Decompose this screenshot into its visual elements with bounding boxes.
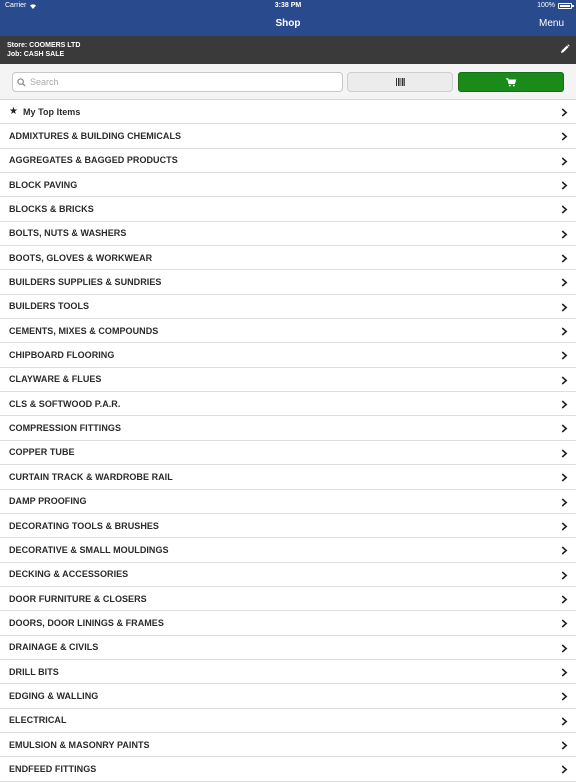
list-item[interactable] xyxy=(0,197,576,221)
battery-percent: 100% xyxy=(537,2,555,9)
menu-button[interactable]: Menu xyxy=(538,18,564,29)
chevron-right-icon xyxy=(561,498,568,507)
chevron-right-icon xyxy=(561,157,568,166)
list-item[interactable] xyxy=(0,441,576,465)
list-item[interactable] xyxy=(0,636,576,660)
chevron-right-icon xyxy=(561,765,568,774)
status-bar xyxy=(0,0,576,12)
list-item-label: DECORATIVE & SMALL MOULDINGS xyxy=(9,544,169,555)
list-item-label: CLS & SOFTWOOD P.A.R. xyxy=(9,398,121,409)
chevron-right-icon xyxy=(561,181,568,190)
battery xyxy=(537,2,572,9)
chevron-right-icon xyxy=(561,108,568,117)
search-input[interactable] xyxy=(26,77,342,87)
chevron-right-icon xyxy=(561,644,568,653)
carrier-label: Carrier xyxy=(5,2,27,9)
list-item[interactable] xyxy=(0,343,576,367)
chevron-right-icon xyxy=(561,424,568,433)
list-item-label: BOLTS, NUTS & WASHERS xyxy=(9,228,127,239)
list-item-label: DOOR FURNITURE & CLOSERS xyxy=(9,593,147,604)
barcode-icon xyxy=(396,78,405,86)
chevron-right-icon xyxy=(561,717,568,726)
list-item-label: DRILL BITS xyxy=(9,666,59,677)
store-info-bar xyxy=(0,36,576,64)
list-item[interactable] xyxy=(0,465,576,489)
chevron-right-icon xyxy=(561,254,568,263)
list-item[interactable] xyxy=(0,709,576,733)
list-item-label: DECORATING TOOLS & BRUSHES xyxy=(9,520,159,531)
chevron-right-icon xyxy=(561,303,568,312)
search-box[interactable] xyxy=(12,72,343,92)
chevron-right-icon xyxy=(561,449,568,458)
list-item-label: COPPER TUBE xyxy=(9,447,75,458)
list-item[interactable] xyxy=(0,416,576,440)
list-item[interactable] xyxy=(0,757,576,781)
list-item[interactable] xyxy=(0,490,576,514)
list-item-label: DRAINAGE & CIVILS xyxy=(9,642,99,653)
list-item-label: CHIPBOARD FLOORING xyxy=(9,350,115,361)
list-item-my-top-items[interactable] xyxy=(0,100,576,124)
chevron-right-icon xyxy=(561,473,568,482)
list-item-label: BOOTS, GLOVES & WORKWEAR xyxy=(9,252,153,263)
list-item[interactable] xyxy=(0,514,576,538)
chevron-right-icon xyxy=(561,327,568,336)
nav-bar xyxy=(0,12,576,36)
list-item[interactable] xyxy=(0,149,576,173)
page-title: Shop xyxy=(275,18,301,29)
search-icon xyxy=(17,78,26,87)
cart-button[interactable] xyxy=(458,72,564,92)
list-item-label: ADMIXTURES & BUILDING CHEMICALS xyxy=(9,131,182,142)
list-item[interactable] xyxy=(0,295,576,319)
list-item[interactable] xyxy=(0,611,576,635)
list-item-label: AGGREGATES & BAGGED PRODUCTS xyxy=(9,155,178,166)
chevron-right-icon xyxy=(561,668,568,677)
list-item-label: DECKING & ACCESSORIES xyxy=(9,569,129,580)
list-item-label: DAMP PROOFING xyxy=(9,496,87,507)
list-item-label: EDGING & WALLING xyxy=(9,690,99,701)
chevron-right-icon xyxy=(561,741,568,750)
list-item[interactable] xyxy=(0,368,576,392)
list-item[interactable] xyxy=(0,173,576,197)
list-item[interactable] xyxy=(0,538,576,562)
chevron-right-icon xyxy=(561,692,568,701)
list-item-label: CEMENTS, MIXES & COMPOUNDS xyxy=(9,325,159,336)
list-item[interactable] xyxy=(0,660,576,684)
list-item-label: BUILDERS TOOLS xyxy=(9,301,90,312)
list-item-label: CURTAIN TRACK & WARDROBE RAIL xyxy=(9,471,173,482)
toolbar xyxy=(0,64,576,100)
list-item[interactable] xyxy=(0,222,576,246)
list-item[interactable] xyxy=(0,684,576,708)
chevron-right-icon xyxy=(561,619,568,628)
chevron-right-icon xyxy=(561,351,568,360)
list-item-label: BLOCK PAVING xyxy=(9,179,78,190)
battery-icon xyxy=(558,3,572,9)
chevron-right-icon xyxy=(561,546,568,555)
list-item[interactable] xyxy=(0,270,576,294)
chevron-right-icon xyxy=(561,571,568,580)
star-icon: ★ xyxy=(9,106,18,118)
status-time: 3:38 PM xyxy=(274,2,302,9)
store-label: Store: COOMERS LTD xyxy=(7,42,81,49)
barcode-scan-button[interactable] xyxy=(347,72,453,92)
chevron-right-icon xyxy=(561,522,568,531)
cart-icon xyxy=(506,78,516,87)
list-item[interactable] xyxy=(0,563,576,587)
chevron-right-icon xyxy=(561,278,568,287)
chevron-right-icon xyxy=(561,376,568,385)
pencil-icon[interactable] xyxy=(560,44,570,54)
list-item-label: CLAYWARE & FLUES xyxy=(9,374,102,385)
list-item[interactable] xyxy=(0,124,576,148)
list-item-label: ENDFEED FITTINGS xyxy=(9,763,97,774)
list-item-label: DOORS, DOOR LININGS & FRAMES xyxy=(9,617,164,628)
list-item[interactable] xyxy=(0,733,576,757)
list-item-label: ELECTRICAL xyxy=(9,715,67,726)
chevron-right-icon xyxy=(561,205,568,214)
list-item-label: My Top Items xyxy=(22,106,81,117)
chevron-right-icon xyxy=(561,400,568,409)
job-label: Job: CASH SALE xyxy=(7,51,65,58)
list-item-label: COMPRESSION FITTINGS xyxy=(9,423,122,434)
category-list xyxy=(0,100,576,782)
list-item[interactable] xyxy=(0,246,576,270)
chevron-right-icon xyxy=(561,230,568,239)
list-item[interactable] xyxy=(0,319,576,343)
list-item-label: BLOCKS & BRICKS xyxy=(9,204,94,215)
list-item[interactable] xyxy=(0,587,576,611)
chevron-right-icon xyxy=(561,132,568,141)
list-item-label: BUILDERS SUPPLIES & SUNDRIES xyxy=(9,277,162,288)
list-item-label: EMULSION & MASONRY PAINTS xyxy=(9,739,150,750)
list-item[interactable] xyxy=(0,392,576,416)
chevron-right-icon xyxy=(561,595,568,604)
category-rows xyxy=(0,124,576,781)
